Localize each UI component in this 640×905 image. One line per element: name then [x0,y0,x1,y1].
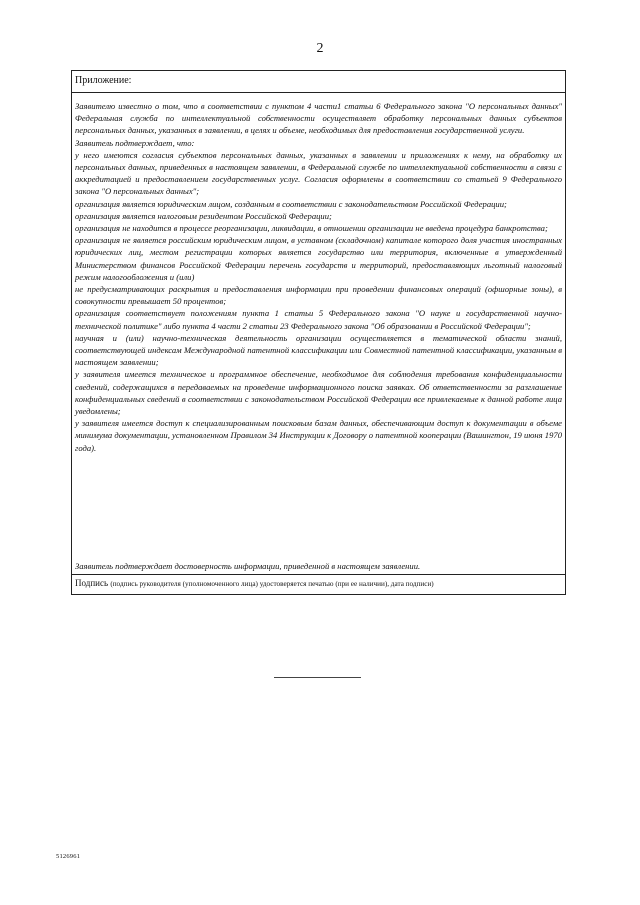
paragraph-foreign-capital: организация не является российским юридическим лицом, в уставном (складочном) капитале которого доля участия иностранных юридических лиц, местом регистрации которых является государство или территория, включенные в утвержденный Министерством финансов Российской Федерации перечень государств и территорий, предоставляющих льготный налоговый режим налогообложения и (или) [75,235,562,282]
paragraph-personal-data-notice: Заявителю известно о том, что в соответствии с пунктом 4 части1 статьи 6 Федерального закона "О персональных данных" Федеральная служба по интеллектуальной собственности осуществляет обработку персональных данных субъектов персональных данных, указанных в заявлении, в целях и объеме, необходимых для предоставления государственной услуги. [75,101,562,136]
document-number: 5126961 [56,853,81,860]
paragraph-legal-entity: организация является юридическим лицом, созданным в соответствии с законодательством Российской Федерации; [75,198,507,209]
signature-label: Подпись [75,578,109,588]
paragraph-research-area: научная и (или) научно-техническая деятельность организации осуществляется в тематической области знаний, соответствующей индексам Международной патентной классификации или Совместной патентной классификации, указанным в настоящем заявлении; [75,332,562,368]
paragraph-science-law: организация соответствует положениям пункта 1 статьи 5 Федерального закона "О науке и государственной научно-технической политике" либо пункта 4 части 2 статьи 23 Федерального закона "Об образовании в Российской Федерации"; [75,308,562,331]
appendix-body-text [75,100,562,454]
signature-note: (подпись руководителя (уполномоченного лица) удостоверяется печатью (при ее наличии), дата подписи) [110,580,434,588]
confirmation-text: Заявитель подтверждает достоверность информации, приведенной в настоящем заявлении. [75,561,421,571]
divider-line [274,677,361,678]
appendix-title-row [72,71,565,93]
paragraph-no-reorganization: организация не находится в процессе реорганизации, ликвидации, в отношении организации не введена процедура банкротства; [75,223,548,234]
paragraph-offshore: не предусматривающих раскрытия и предоставления информации при проведении финансовых операций (офшорные зоны), в совокупности превышает 50 процентов; [75,284,562,307]
paragraph-consents: у него имеются согласия субъектов персональных данных, указанных в заявлении и приложениях к нему, на обработку их персональных данных, приведенных в настоящем заявлении, в Федеральной службе по интеллектуальной собственности в связи с аккредитацией и предоставлением государственных услуг. Согласия оформлены в соответствии со статьей 9 Федерального закона "О персональных данных"; [75,149,562,197]
page-number: 2 [316,41,324,56]
appendix-body-row [72,93,565,575]
appendix-title: Приложение: [75,75,132,86]
paragraph-database-access: у заявителя имеется доступ к специализированным поисковым базам данных, обеспечивающим доступ к документации в объеме минимума документации, установленном Правилом 34 Инструкции к Договору о патентной кооперации (Вашингтон, 19 июня 1970 года). [75,418,562,453]
paragraph-confidentiality: у заявителя имеется техническое и программное обеспечение, необходимое для соблюдения требования конфиденциальности сведений, содержащихся в передаваемых на проведение информационного поиска заявках. Об ответственности за разглашение конфиденциальных сведений в соответствии с законодательством Российской Федерации все привлекаемые к данной работе лица уведомлены; [75,369,562,417]
signature-line [75,577,434,590]
paragraph-tax-resident: организация является налоговым резидентом Российской Федерации; [75,210,332,221]
appendix-frame [71,70,566,595]
paragraph-applicant-confirms: Заявитель подтверждает, что: [75,137,195,148]
